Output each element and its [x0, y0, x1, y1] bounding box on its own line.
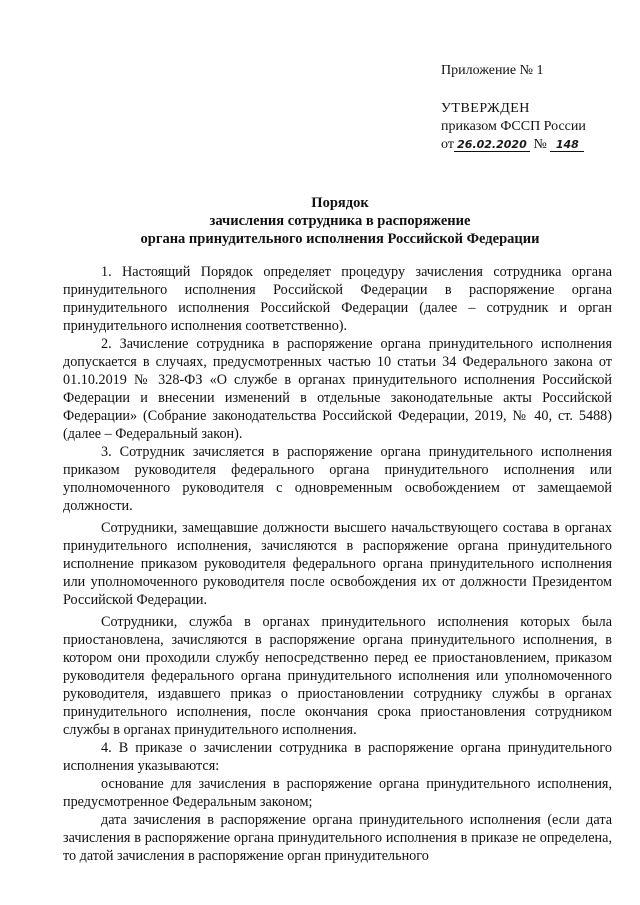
title-line-3: органа принудительного исполнения Российской Федерации — [140, 231, 540, 247]
title-line-1: Порядок — [311, 195, 369, 211]
paragraph-5: Сотрудники, служба в органах принудительного исполнения которых была приостановлена, зачисляются в распоряжение органа принудительного исполнения, в котором они проходили службу непосредственно перед ее приостановлением, приказом руководителя федерального органа принудительного исполнения или уполномоченного руководителя, издавшего приказ о приостановлении сотруднику службы в органах принудительного исполнения, после окончания срока приостановления сотрудником службы в органах принудительного исполнения. — [63, 614, 612, 738]
date-prefix: от — [441, 137, 454, 152]
handwritten-date: 26.02.2020 — [454, 138, 530, 152]
approved-label: УТВЕРЖДЕН — [441, 101, 530, 116]
appendix-label: Приложение № 1 — [441, 63, 544, 78]
title-line-2: зачисления сотрудника в распоряжение — [209, 213, 471, 229]
paragraph-1: 1. Настоящий Порядок определяет процедуру зачисления сотрудника органа принудительного исполнения Российской Федерации в распоряжение органа принудительного исполнения Российской Федерации (далее – сотрудник и орган принудительного исполнения соответственно). — [63, 264, 612, 334]
order-line: приказом ФССП России — [441, 119, 586, 134]
approval-block — [441, 62, 631, 154]
paragraph-8: дата зачисления в распоряжение органа принудительного исполнения (если дата зачисления в распоряжение органа принудительного исполнения в приказе не определена, то датой зачисления в распоряжение орган принудительного — [63, 812, 612, 864]
paragraph-7: основание для зачисления в распоряжение органа принудительного исполнения, предусмотренное Федеральным законом; — [63, 776, 612, 810]
paragraph-4: Сотрудники, замещавшие должности высшего начальствующего состава в органах принудительного исполнения, зачисляются в распоряжение органа принудительного исполнение приказом руководителя федерального органа принудительного исполнения или уполномоченного руководителя после освобождения их от должности Президентом Российской Федерации. — [63, 520, 612, 608]
order-date-line — [441, 136, 631, 154]
document-title — [60, 194, 620, 248]
paragraph-3: 3. Сотрудник зачисляется в распоряжение органа принудительного исполнения приказом руководителя федерального органа принудительного исполнения или уполномоченного руководителя с одновременным освобождением от замещаемой должности. — [63, 444, 612, 514]
document-body — [63, 263, 612, 865]
paragraph-2: 2. Зачисление сотрудника в распоряжение органа принудительного исполнения допускается в случаях, предусмотренных частью 10 статьи 34 Федерального закона от 01.10.2019 № 328-ФЗ «О службе в органах принудительного исполнения Российской Федерации и внесении изменений в отдельные законодательные акты Российской Федерации» (Собрание законодательства Российской Федерации, 2019, № 40, ст. 5488) (далее – Федеральный закон). — [63, 336, 612, 442]
number-prefix: № — [533, 137, 547, 152]
handwritten-number: 148 — [550, 138, 584, 152]
paragraph-6: 4. В приказе о зачислении сотрудника в распоряжение органа принудительного исполнения указываются: — [63, 740, 612, 774]
